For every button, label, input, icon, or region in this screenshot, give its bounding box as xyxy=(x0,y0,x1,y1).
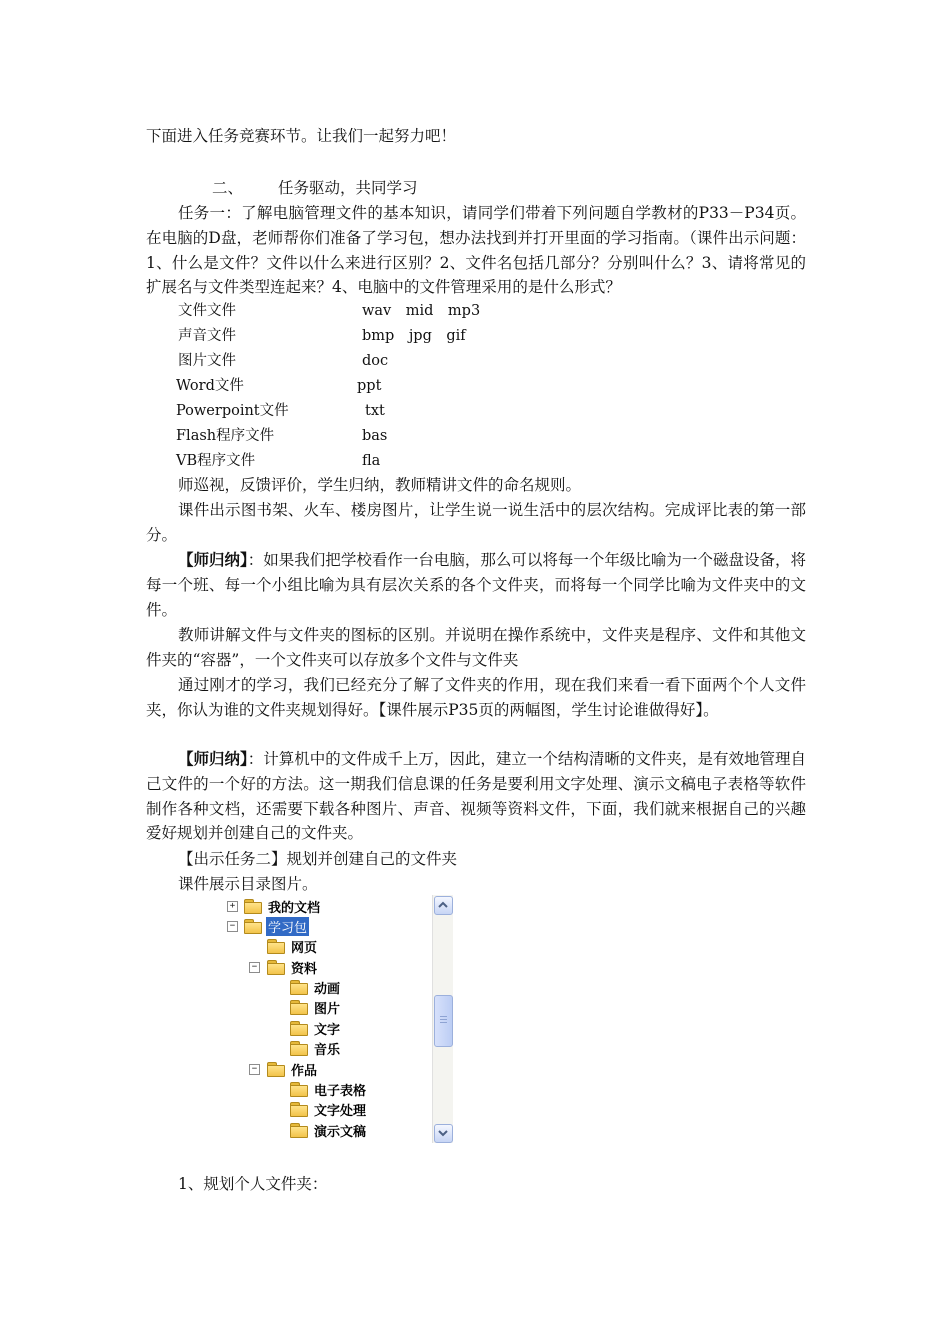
tree-node-pictures[interactable]: 图片 xyxy=(290,997,342,1017)
summary1-paragraph xyxy=(146,548,806,622)
summary1-text: ：如果我们把学校看作一台电脑，那么可以将每一个年级比喻为一个磁盘设备，将每一个班、每一个小组比喻为具有层次关系的各个文件夹，而将每一个同学比喻为文件夹中的文件。 xyxy=(146,551,806,619)
ext-image: bmp jpg gif xyxy=(362,328,466,344)
ext-ppt: ppt xyxy=(357,378,382,394)
tree-node-web[interactable]: 网页 xyxy=(267,936,319,956)
folder-tree-image xyxy=(222,893,454,1145)
summary2-text: ：计算机中的文件成千上万，因此，建立一个结构清晰的文件夹，是有效地管理自己文件的一个好的方法。这一期我们信息课的任务是要利用文字处理、演示文稿电子表格等软件制作各种文档，还需要下载各种图片、声音、视频等资料文件，下面，我们就来根据自己的兴趣爱好规划并创建自己的文件夹。 xyxy=(146,750,806,843)
tree-node-word-processing[interactable]: 文字处理 xyxy=(290,1099,368,1119)
courseware-images-paragraph: 课件出示图书架、火车、楼房图片，让学生说一说生活中的层次结构。完成评比表的第一部分。 xyxy=(146,501,806,544)
expand-toggle-icon[interactable]: + xyxy=(227,901,238,912)
tree-node-text[interactable]: 文字 xyxy=(290,1018,342,1038)
chevron-up-icon xyxy=(438,901,448,909)
tree-node-materials[interactable]: 资料 xyxy=(267,957,319,977)
scroll-down-button[interactable] xyxy=(434,1124,453,1143)
type-sound: 声音文件 xyxy=(178,328,236,344)
folder-icon xyxy=(290,1041,308,1055)
tree-node-my-documents[interactable]: 我的文档 xyxy=(244,896,322,916)
show-directory-text: 课件展示目录图片。 xyxy=(178,875,318,893)
tree-scrollbar[interactable] xyxy=(432,895,453,1143)
folder-icon xyxy=(290,1102,308,1116)
ext-doc: doc xyxy=(362,353,389,369)
ext-txt: txt xyxy=(365,403,385,419)
tree-node-animation[interactable]: 动画 xyxy=(290,977,342,997)
collapse-toggle-icon[interactable]: − xyxy=(227,921,238,932)
folder-icon xyxy=(290,1021,308,1035)
step1-text: 1、规划个人文件夹： xyxy=(178,1175,328,1193)
scroll-up-button[interactable] xyxy=(434,896,453,915)
section-number: 二、 xyxy=(212,179,244,197)
compare-folders-paragraph: 通过刚才的学习，我们已经充分了解了文件夹的作用，现在我们来看一看下面两个个人文件夹，你认为谁的文件夹规划得好。【课件展示P35页的两幅图，学生讨论谁做得好】。 xyxy=(146,676,806,719)
folder-icon xyxy=(267,960,285,974)
type-powerpoint: Powerpoint文件 xyxy=(176,403,289,419)
icon-difference-paragraph: 教师讲解文件与文件夹的图标的区别。并说明在操作系统中，文件夹是程序、文件和其他文件夹的“容器”，一个文件夹可以存放多个文件与文件夹 xyxy=(146,626,806,669)
summary2-label: 【师归纳】 xyxy=(178,749,248,768)
teacher-patrol-paragraph: 师巡视，反馈评价，学生归纳，教师精讲文件的命名规则。 xyxy=(178,476,582,494)
tree-node-music[interactable]: 音乐 xyxy=(290,1038,342,1058)
folder-icon xyxy=(244,919,262,933)
tree-node-presentation[interactable]: 演示文稿 xyxy=(290,1120,368,1140)
tree-node-works[interactable]: 作品 xyxy=(267,1059,319,1079)
ext-bas: bas xyxy=(362,428,388,444)
type-vb: VB程序文件 xyxy=(176,453,256,469)
folder-icon xyxy=(290,980,308,994)
folder-icon xyxy=(290,1000,308,1014)
folder-icon xyxy=(290,1082,308,1096)
tree-node-study-pack[interactable]: 学习包 xyxy=(244,916,309,936)
section-title: 任务驱动，共同学习 xyxy=(278,179,418,197)
type-flash: Flash程序文件 xyxy=(176,428,275,444)
task2-title: 【出示任务二】规划并创建自己的文件夹 xyxy=(178,850,458,868)
intro-text: 下面进入任务竞赛环节。让我们一起努力吧！ xyxy=(146,127,457,145)
collapse-toggle-icon[interactable]: − xyxy=(249,962,260,973)
scroll-thumb[interactable] xyxy=(434,995,453,1047)
collapse-toggle-icon[interactable]: − xyxy=(249,1064,260,1075)
type-word: Word文件 xyxy=(176,378,244,394)
folder-icon xyxy=(244,899,262,913)
type-document: 文件文件 xyxy=(178,303,236,319)
summary2-paragraph xyxy=(146,747,806,846)
folder-icon xyxy=(267,939,285,953)
chevron-down-icon xyxy=(438,1129,448,1137)
task1-paragraph: 任务一：了解电脑管理文件的基本知识，请同学们带着下列问题自学教材的P33－P34页。在电脑的D盘，老师帮你们准备了学习包，想办法找到并打开里面的学习指南。（课件出示问题：1、什么是文件？文件以什么来进行区别？2、文件名包括几部分？分别叫什么？3、请将常见的扩展名与文件类型连起来？4、电脑中的文件管理采用的是什么形式？ xyxy=(146,204,806,297)
folder-icon xyxy=(267,1062,285,1076)
tree-node-spreadsheet[interactable]: 电子表格 xyxy=(290,1079,368,1099)
folder-icon xyxy=(290,1123,308,1137)
ext-fla: fla xyxy=(362,453,381,469)
summary1-label: 【师归纳】 xyxy=(178,550,248,569)
type-picture: 图片文件 xyxy=(178,353,236,369)
ext-audio: wav mid mp3 xyxy=(362,303,481,319)
